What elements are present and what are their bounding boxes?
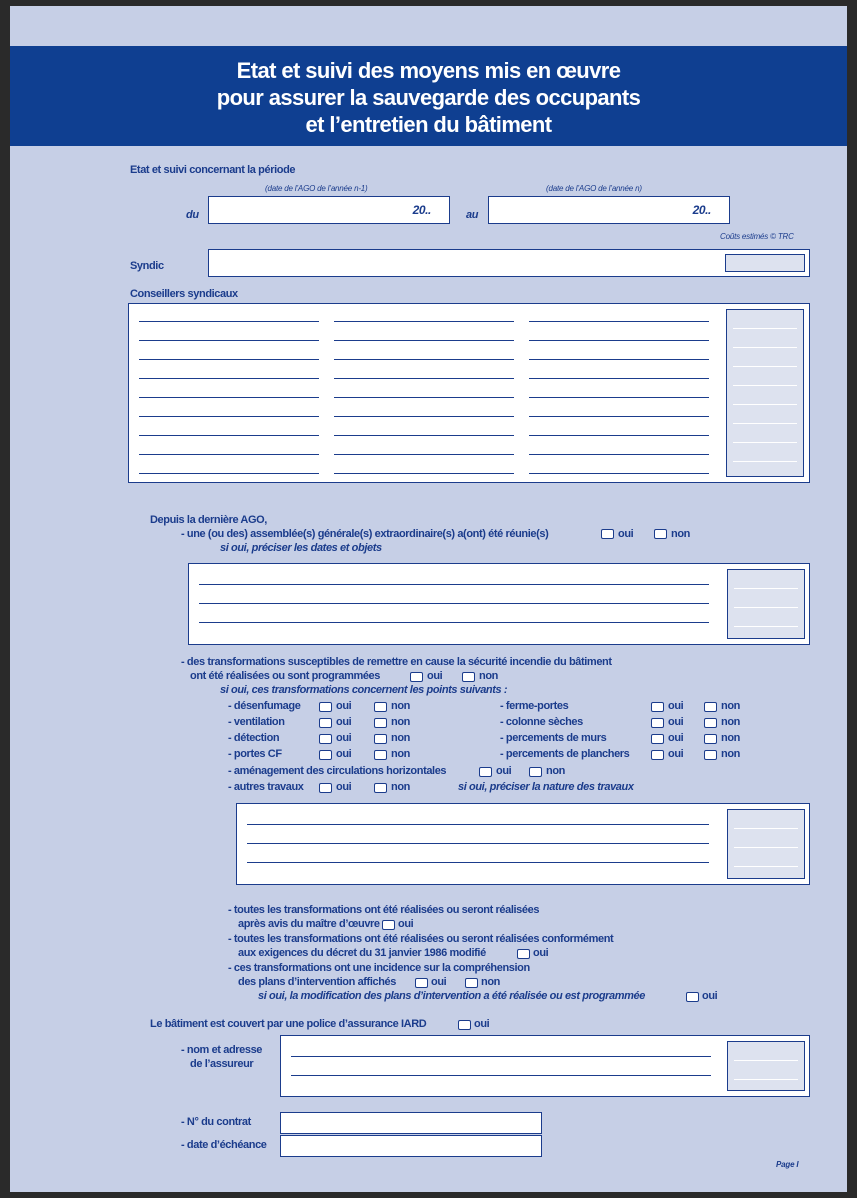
to-hint: (date de l’AGO de l’année n): [546, 184, 642, 193]
expiry-field[interactable]: [280, 1135, 542, 1157]
ago-question: - une (ou des) assemblée(s) générale(s) extraordinaire(s) a(ont) été réunie(s): [181, 528, 549, 540]
expiry-label: - date d’échéance: [181, 1139, 267, 1151]
ago-code-cell[interactable]: [727, 569, 805, 639]
item-percements-planchers: - percements de planchers: [500, 748, 630, 760]
transformations-non-label: non: [479, 670, 498, 682]
statement-1-line1: - toutes les transformations ont été réalisées ou seront réalisées: [228, 904, 540, 916]
title-line-2: pour assurer la sauvegarde des occupants: [216, 85, 641, 110]
right-item-1-oui-label: oui: [668, 716, 684, 728]
conseillers-writing-line: [334, 378, 514, 379]
conseillers-writing-line: [334, 340, 514, 341]
ago-intro: Depuis la dernière AGO,: [150, 514, 267, 526]
autres-non-checkbox[interactable]: [374, 783, 387, 793]
conseillers-writing-line: [139, 359, 319, 360]
statement-2-line1: - toutes les transformations ont été réalisées ou seront réalisées conformément: [228, 933, 614, 945]
to-date-field[interactable]: [488, 196, 730, 224]
right-item-2-oui-checkbox[interactable]: [651, 734, 664, 744]
autres-hint: si oui, préciser la nature des travaux: [458, 781, 634, 793]
left-item-2-non-checkbox[interactable]: [374, 734, 387, 744]
title-line-3: et l’entretien du bâtiment: [305, 112, 552, 137]
contract-field[interactable]: [280, 1112, 542, 1134]
statement-1-line2: après avis du maître d’œuvre: [238, 918, 380, 930]
statement-2-oui-checkbox[interactable]: [517, 949, 530, 959]
from-year-prefix: 20..: [412, 203, 431, 217]
left-item-1-non-label: non: [391, 716, 410, 728]
right-item-3-non-label: non: [721, 748, 740, 760]
title-banner: [10, 46, 847, 146]
conseillers-code-cell[interactable]: [726, 309, 804, 477]
left-item-1-non-checkbox[interactable]: [374, 718, 387, 728]
transformations-hint: si oui, ces transformations concernent les points suivants :: [220, 684, 508, 696]
conseillers-writing-line: [139, 435, 319, 436]
conseillers-writing-line: [529, 359, 709, 360]
left-item-3-oui-label: oui: [336, 748, 352, 760]
autres-writing-line: [247, 824, 709, 825]
ago-writing-line: [199, 622, 709, 623]
statement-3-oui-checkbox[interactable]: [415, 978, 428, 988]
conseillers-writing-line: [334, 473, 514, 474]
right-item-0-oui-checkbox[interactable]: [651, 702, 664, 712]
right-item-0-non-checkbox[interactable]: [704, 702, 717, 712]
code-cell-line: [733, 328, 797, 329]
ago-hint: si oui, préciser les dates et objets: [220, 542, 382, 554]
conseillers-writing-line: [529, 435, 709, 436]
conseillers-writing-line: [529, 340, 709, 341]
transformations-non-checkbox[interactable]: [462, 672, 475, 682]
code-cell-line: [734, 1079, 798, 1080]
copyright: Coûts estimés © TRC: [720, 232, 794, 241]
right-item-1-oui-checkbox[interactable]: [651, 718, 664, 728]
conseillers-writing-line: [139, 340, 319, 341]
right-item-2-oui-label: oui: [668, 732, 684, 744]
transformations-question-line1: - des transformations susceptibles de remettre en cause la sécurité incendie du bâtiment: [181, 656, 612, 668]
transformations-oui-label: oui: [427, 670, 443, 682]
item-detection: - détection: [228, 732, 280, 744]
left-item-0-non-label: non: [391, 700, 410, 712]
circulations-non-checkbox[interactable]: [529, 767, 542, 777]
circulations-non-label: non: [546, 765, 565, 777]
left-item-1-oui-label: oui: [336, 716, 352, 728]
ago-oui-label: oui: [618, 528, 634, 540]
code-cell-line: [733, 404, 797, 405]
to-label: au: [466, 209, 479, 221]
form-page: [10, 6, 847, 1192]
item-colonne-seches: - colonne sèches: [500, 716, 583, 728]
statement-3-non-checkbox[interactable]: [465, 978, 478, 988]
from-date-field[interactable]: [208, 196, 450, 224]
code-cell-line: [733, 423, 797, 424]
ago-writing-line: [199, 584, 709, 585]
transformations-oui-checkbox[interactable]: [410, 672, 423, 682]
conseillers-label: Conseillers syndicaux: [130, 288, 238, 300]
code-cell-line: [733, 347, 797, 348]
statement-3b-oui-label: oui: [702, 990, 718, 1002]
conseillers-writing-line: [334, 454, 514, 455]
syndic-label: Syndic: [130, 260, 164, 272]
ago-non-checkbox[interactable]: [654, 529, 667, 539]
conseillers-writing-line: [529, 473, 709, 474]
code-cell-line: [733, 442, 797, 443]
left-item-3-oui-checkbox[interactable]: [319, 750, 332, 760]
statement-2-line2: aux exigences du décret du 31 janvier 1986 modifié: [238, 947, 486, 959]
left-item-2-non-label: non: [391, 732, 410, 744]
right-item-2-non-checkbox[interactable]: [704, 734, 717, 744]
conseillers-writing-line: [529, 397, 709, 398]
item-portes-cf: - portes CF: [228, 748, 282, 760]
right-item-2-non-label: non: [721, 732, 740, 744]
contract-label: - N° du contrat: [181, 1116, 251, 1128]
right-item-3-oui-label: oui: [668, 748, 684, 760]
left-item-0-non-checkbox[interactable]: [374, 702, 387, 712]
conseillers-writing-line: [334, 321, 514, 322]
left-item-0-oui-checkbox[interactable]: [319, 702, 332, 712]
insurer-writing-line: [291, 1075, 711, 1076]
transformations-question-line2: ont été réalisées ou sont programmées: [190, 670, 380, 682]
statement-3-line3: si oui, la modification des plans d’intervention a été réalisée ou est programmée: [258, 990, 645, 1002]
conseillers-writing-line: [529, 321, 709, 322]
conseillers-writing-line: [529, 416, 709, 417]
page-number: Page I: [776, 1160, 799, 1169]
statement-3-line2: des plans d’intervention affichés: [238, 976, 396, 988]
item-circulations: - aménagement des circulations horizontales: [228, 765, 447, 777]
insurer-field[interactable]: [280, 1035, 810, 1097]
title-line-1: Etat et suivi des moyens mis en œuvre: [236, 58, 621, 83]
insurance-oui-label: oui: [474, 1018, 490, 1030]
code-cell-line: [734, 588, 798, 589]
item-ventilation: - ventilation: [228, 716, 285, 728]
code-cell-line: [733, 366, 797, 367]
conseillers-writing-line: [334, 397, 514, 398]
conseillers-writing-line: [139, 416, 319, 417]
insurer-label-line1: - nom et adresse: [181, 1044, 263, 1056]
item-desenfumage: - désenfumage: [228, 700, 301, 712]
left-item-3-non-label: non: [391, 748, 410, 760]
from-label: du: [186, 209, 199, 221]
statement-2-oui-label: oui: [533, 947, 549, 959]
right-item-1-non-label: non: [721, 716, 740, 728]
right-item-0-non-label: non: [721, 700, 740, 712]
circulations-oui-label: oui: [496, 765, 512, 777]
autres-writing-line: [247, 862, 709, 863]
code-cell-line: [734, 866, 798, 867]
code-cell-line: [733, 385, 797, 386]
syndic-code-cell[interactable]: [725, 254, 805, 272]
code-cell-line: [734, 626, 798, 627]
circulations-oui-checkbox[interactable]: [479, 767, 492, 777]
code-cell-line: [734, 847, 798, 848]
conseillers-writing-line: [139, 397, 319, 398]
statement-1-oui-checkbox[interactable]: [382, 920, 395, 930]
statement-1-oui-label: oui: [398, 918, 414, 930]
insurer-code-cell[interactable]: [727, 1041, 805, 1091]
right-item-0-oui-label: oui: [668, 700, 684, 712]
insurer-label-line2: de l’assureur: [190, 1058, 254, 1070]
syndic-field[interactable]: [208, 249, 810, 277]
conseillers-writing-line: [139, 473, 319, 474]
to-year-prefix: 20..: [692, 203, 711, 217]
code-cell-line: [734, 607, 798, 608]
ago-writing-line: [199, 603, 709, 604]
conseillers-writing-line: [139, 378, 319, 379]
item-autres-travaux: - autres travaux: [228, 781, 304, 793]
right-item-3-non-checkbox[interactable]: [704, 750, 717, 760]
autres-writing-line: [247, 843, 709, 844]
conseillers-writing-line: [529, 454, 709, 455]
autres-non-label: non: [391, 781, 410, 793]
insurance-oui-checkbox[interactable]: [458, 1020, 471, 1030]
right-item-1-non-checkbox[interactable]: [704, 718, 717, 728]
conseillers-writing-line: [529, 378, 709, 379]
item-ferme-portes: - ferme-portes: [500, 700, 569, 712]
conseillers-writing-line: [139, 454, 319, 455]
conseillers-writing-line: [334, 359, 514, 360]
insurer-writing-line: [291, 1056, 711, 1057]
right-item-3-oui-checkbox[interactable]: [651, 750, 664, 760]
conseillers-writing-line: [334, 416, 514, 417]
item-percements-murs: - percements de murs: [500, 732, 607, 744]
autres-details-field[interactable]: [236, 803, 810, 885]
ago-oui-checkbox[interactable]: [601, 529, 614, 539]
ago-non-label: non: [671, 528, 690, 540]
left-item-0-oui-label: oui: [336, 700, 352, 712]
conseillers-field[interactable]: [128, 303, 810, 483]
code-cell-line: [734, 828, 798, 829]
statement-3-non-label: non: [481, 976, 500, 988]
statement-3-line1: - ces transformations ont une incidence sur la compréhension: [228, 962, 530, 974]
conseillers-writing-line: [334, 435, 514, 436]
period-label: Etat et suivi concernant la période: [130, 164, 296, 176]
ago-details-field[interactable]: [188, 563, 810, 645]
left-item-2-oui-label: oui: [336, 732, 352, 744]
conseillers-writing-line: [139, 321, 319, 322]
left-item-2-oui-checkbox[interactable]: [319, 734, 332, 744]
autres-oui-label: oui: [336, 781, 352, 793]
from-hint: (date de l’AGO de l’année n-1): [265, 184, 368, 193]
autres-oui-checkbox[interactable]: [319, 783, 332, 793]
code-cell-line: [733, 461, 797, 462]
insurance-label: Le bâtiment est couvert par une police d’assurance IARD: [150, 1018, 427, 1030]
left-item-1-oui-checkbox[interactable]: [319, 718, 332, 728]
left-item-3-non-checkbox[interactable]: [374, 750, 387, 760]
statement-3-oui-label: oui: [431, 976, 447, 988]
autres-code-cell[interactable]: [727, 809, 805, 879]
statement-3b-oui-checkbox[interactable]: [686, 992, 699, 1002]
code-cell-line: [734, 1060, 798, 1061]
